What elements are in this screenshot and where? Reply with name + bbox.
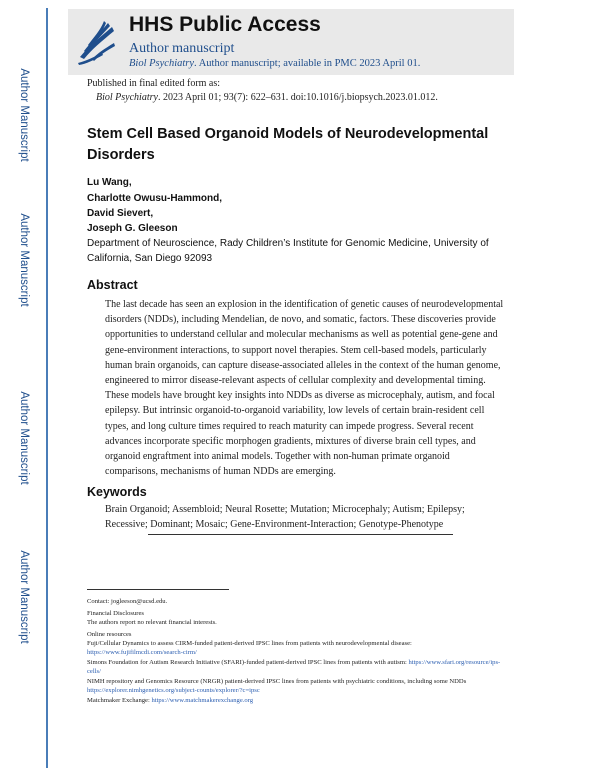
online-resources-heading: Online resources [87, 631, 132, 638]
keywords-text: Brain Organoid; Assembloid; Neural Rosette; Mutation; Microcephaly; Autism; Epilepsy; Recessive; Dominant; Mosaic; Gene-Environment-Interaction; Genotype-Phenotype [105, 504, 465, 530]
side-label-author-manuscript-1: Author Manuscript [18, 68, 30, 162]
keywords-divider [148, 534, 453, 535]
footnote-divider [87, 589, 229, 590]
nrgr-link[interactable]: https://explorer.nimhgenetics.org/subject-counts/explorer/?c=ipsc [87, 687, 260, 694]
keywords-heading: Keywords [87, 485, 147, 499]
hhs-public-access-title: HHS Public Access [129, 13, 321, 36]
resource-sfari: Simons Foundation for Autism Research Initiative (SFARI)-funded patient-derived IPSC lines from patients with autism: https://www.sfari.org/resource/ips-cells/ [87, 659, 501, 675]
financial-disclosures-heading: Financial Disclosures [87, 610, 144, 617]
side-label-author-manuscript-3: Author Manuscript [18, 391, 30, 485]
side-label-author-manuscript-4: Author Manuscript [18, 550, 30, 644]
paper-title: Stem Cell Based Organoid Models of Neurodevelopmental Disorders [87, 126, 489, 163]
vertical-divider [46, 8, 48, 768]
resource-matchmaker: Matchmaker Exchange: https://www.matchmakerexchange.org [87, 697, 254, 704]
abstract-heading: Abstract [87, 278, 138, 292]
contact-footnote: Contact: jogleeson@ucsd.edu. [87, 598, 168, 605]
author-manuscript-subtitle: Author manuscript [129, 41, 235, 56]
author-2: Charlotte Owusu-Hammond, [87, 193, 223, 204]
resource-fuji: Fuji/Cellular Dynamics to assess CIRM-funded patient-derived IPSC lines from patients with neurodevelopmental disease: https://www.fujifilmcdi.com/search-cirm/ [87, 640, 412, 656]
journal-name[interactable]: Biol Psychiatry [129, 58, 195, 69]
fuji-link[interactable]: https://www.fujifilmcdi.com/search-cirm/ [87, 649, 197, 656]
affiliation: Department of Neuroscience, Rady Children’s Institute for Genomic Medicine, University of California, San Diego 92093 [87, 238, 489, 264]
author-1: Lu Wang, [87, 177, 132, 188]
author-4: Joseph G. Gleeson [87, 223, 178, 234]
author-3: David Sievert, [87, 208, 154, 219]
sfari-link[interactable]: https://www.sfari.org/resource/ips-cells/ [87, 659, 501, 675]
published-in-line: Published in final edited form as: [87, 78, 221, 89]
hhs-eagle-logo-icon [72, 13, 122, 69]
matchmaker-link[interactable]: https://www.matchmakerexchange.org [151, 697, 254, 704]
journal-availability-line: Biol Psychiatry. Author manuscript; available in PMC 2023 April 01. [129, 58, 421, 69]
side-label-author-manuscript-2: Author Manuscript [18, 213, 30, 307]
citation-line: Biol Psychiatry. 2023 April 01; 93(7): 622–631. doi:10.1016/j.biopsych.2023.01.012. [96, 92, 438, 103]
financial-disclosures-text: The authors report no relevant financial interests. [87, 619, 217, 626]
resource-nrgr: NIMH repository and Genomics Resource (NRGR) patient-derived IPSC lines from patients with psychiatric conditions, including some NDDs https://explorer.nimhgenetics.org/subject-counts/explorer/?c=ipsc [87, 678, 467, 694]
abstract-text: The last decade has seen an explosion in the identification of genetic causes of neurodevelopmental disorders (NDDs), including Mendelian, de novo, and somatic, factors. These discoveries provide opportunities to understand cellular and molecular mechanisms as well as potential gene-gene and gene-environment interactions, to support novel therapies. Stem cell-based models, particularly human brain organoids, can capture disease-associated alleles in the context of the human genome, engineered to mirror disease-relevant aspects of cellular complexity and developmental timing. These models have brought key insights into NDDs as diverse as microcephaly, autism, and focal epilepsy. But intrinsic organoid-to-organoid variability, low levels of certain brain-resident cell types, and long culture times required to reach maturity can impede progress. Several recent advances incorporate specific morphogen gradients, mixtures of diverse brain cell types, and organoid engraftment into animal models. Together with non-human primate organoid comparisons, mechanisms of human NDDs are emerging. [105, 299, 504, 478]
